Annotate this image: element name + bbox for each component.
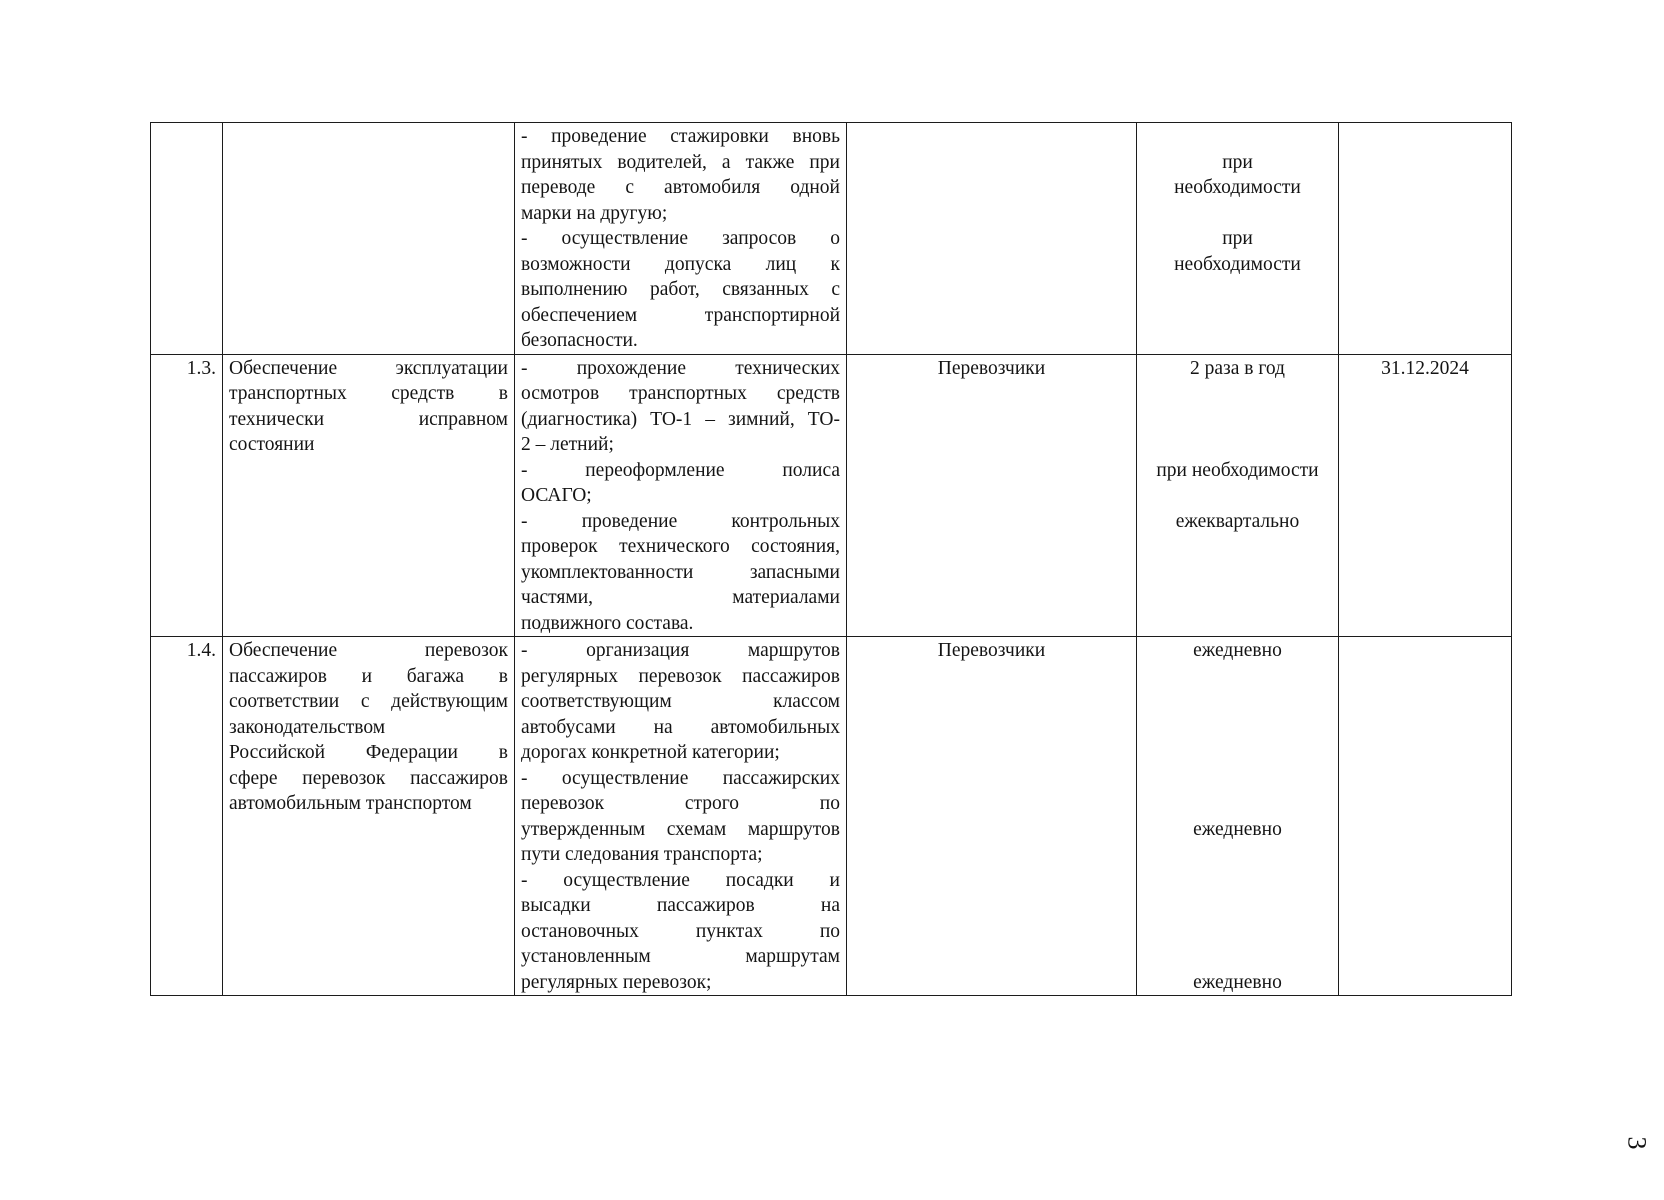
text-line: дорогах конкретной категории;: [521, 742, 780, 763]
periodicity-line: [1143, 381, 1332, 407]
text-line: транспортных средств в: [229, 383, 508, 404]
periodicity-line: [1143, 842, 1332, 868]
deadline-cell: [1339, 123, 1512, 355]
periodicity-line: при необходимости: [1156, 459, 1319, 481]
text-line: перевозок строго по: [521, 793, 840, 814]
text-line: - организация маршрутов: [521, 640, 840, 661]
text-line: укомплектованности запасными: [521, 561, 840, 583]
text-line: возможности допуска лиц к: [521, 253, 840, 275]
measure-name-cell: [223, 354, 515, 637]
periodicity-line: необходимости: [1174, 177, 1301, 198]
text-line: соответствующим классом: [521, 691, 840, 712]
measure-name-cell: [223, 123, 515, 355]
text-line: (диагностика) ТО-1 – зимний, ТО-: [521, 408, 840, 430]
periodicity-line: ежедневно: [1193, 640, 1282, 661]
periodicity-line: [1143, 919, 1332, 945]
text-line: состоянии: [229, 434, 315, 455]
text-line: установленным маршрутам: [521, 946, 840, 967]
deadline-cell: 31.12.2024: [1339, 354, 1512, 637]
text-line: марки на другую;: [521, 202, 668, 224]
periodicity-line: [1143, 201, 1332, 227]
actions-cell: [515, 637, 847, 996]
periodicity-line: [1143, 791, 1332, 817]
text-line: безопасности.: [521, 330, 638, 351]
page-number: 3: [1622, 1136, 1652, 1150]
text-line: высадки пассажиров на: [521, 895, 840, 916]
periodicity-line: [1143, 664, 1332, 690]
executor-cell: Перевозчики: [847, 354, 1137, 637]
text-line: Обеспечение эксплуатации: [229, 357, 508, 379]
periodicity-line: [1143, 868, 1332, 894]
deadline-cell: [1339, 637, 1512, 996]
text-line: автомобильным транспортом: [229, 793, 472, 814]
text-line: переводе с автомобиля одной: [521, 177, 840, 198]
periodicity-line: [1143, 766, 1332, 792]
measures-table: [150, 122, 1512, 996]
text-line: утвержденным схемам маршрутов: [521, 818, 840, 840]
text-line: законодательством: [229, 716, 386, 738]
table-body: [151, 123, 1512, 996]
text-line: подвижного состава.: [521, 612, 694, 634]
text-line: проверок технического состояния,: [521, 536, 840, 557]
executor-cell: Перевозчики: [847, 637, 1137, 996]
text-line: частями, материалами: [521, 587, 840, 608]
periodicity-line: [1143, 689, 1332, 715]
periodicity-line: при: [1222, 228, 1253, 249]
text-line: соответствии с действующим: [229, 691, 508, 712]
periodicity-line: 2 раза в год: [1190, 357, 1285, 379]
text-line: сфере перевозок пассажиров: [229, 767, 508, 789]
periodicity-cell: [1137, 637, 1339, 996]
text-line: пассажиров и багажа в: [229, 665, 508, 687]
text-line: осмотров транспортных средств: [521, 383, 840, 404]
text-line: автобусами на автомобильных: [521, 716, 840, 738]
text-line: ОСАГО;: [521, 485, 592, 506]
text-line: Российской Федерации в: [229, 742, 508, 763]
periodicity-line: [1143, 740, 1332, 766]
text-line: - переоформление полиса: [521, 459, 840, 481]
periodicity-line: ежедневно: [1193, 818, 1282, 840]
text-line: принятых водителей, а также при: [521, 151, 840, 173]
text-line: остановочных пунктах по: [521, 920, 840, 942]
periodicity-line: ежедневно: [1193, 971, 1282, 993]
periodicity-line: [1143, 715, 1332, 741]
text-line: - осуществление запросов о: [521, 228, 840, 249]
text-line: выполнению работ, связанных с: [521, 279, 840, 300]
periodicity-line: [1143, 124, 1332, 150]
periodicity-line: [1143, 483, 1332, 509]
table-row: [151, 354, 1512, 637]
text-line: - осуществление пассажирских: [521, 767, 840, 789]
text-line: регулярных перевозок пассажиров: [521, 665, 840, 687]
periodicity-line: необходимости: [1174, 253, 1301, 275]
periodicity-line: [1143, 944, 1332, 970]
text-line: Обеспечение перевозок: [229, 640, 508, 661]
periodicity-line: [1143, 407, 1332, 433]
text-line: - прохождение технических: [521, 357, 840, 379]
periodicity-line: при: [1222, 151, 1253, 173]
periodicity-cell: [1137, 354, 1339, 637]
row-number-cell: 1.3.: [151, 354, 223, 637]
row-number-cell: [151, 123, 223, 355]
actions-cell: [515, 123, 847, 355]
text-line: обеспечением транспортирной: [521, 304, 840, 326]
table-row: [151, 123, 1512, 355]
table-row: [151, 637, 1512, 996]
text-line: пути следования транспорта;: [521, 844, 763, 865]
periodicity-cell: [1137, 123, 1339, 355]
periodicity-line: [1143, 432, 1332, 458]
text-line: регулярных перевозок;: [521, 971, 712, 993]
row-number-cell: 1.4.: [151, 637, 223, 996]
actions-cell: [515, 354, 847, 637]
text-line: - осуществление посадки и: [521, 869, 840, 891]
periodicity-line: [1143, 893, 1332, 919]
periodicity-line: ежеквартально: [1175, 510, 1300, 532]
text-line: - проведение стажировки вновь: [521, 126, 840, 147]
measure-name-cell: [223, 637, 515, 996]
text-line: 2 – летний;: [521, 434, 614, 455]
text-line: - проведение контрольных: [521, 510, 840, 532]
executor-cell: [847, 123, 1137, 355]
text-line: технически исправном: [229, 408, 508, 430]
